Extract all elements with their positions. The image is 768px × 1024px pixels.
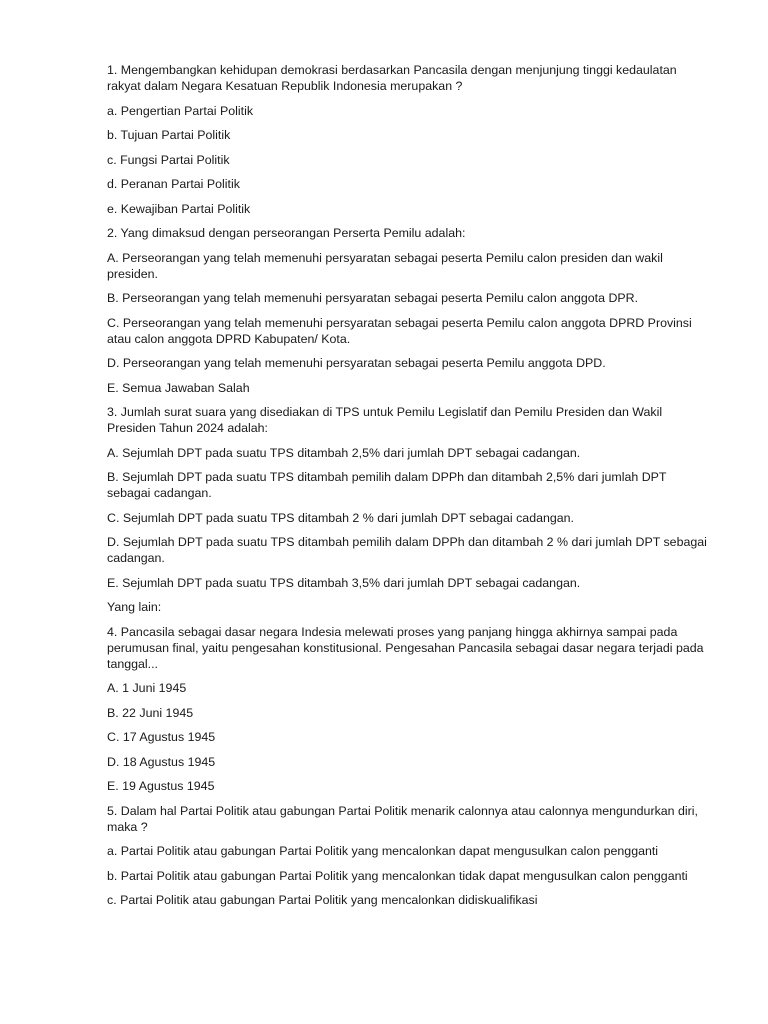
option-3e: E. Sejumlah DPT pada suatu TPS ditambah 3,5% dari jumlah DPT sebagai cadangan. (107, 575, 581, 590)
option-3d: D. Sejumlah DPT pada suatu TPS ditambah pemilih dalam DPPh dan ditambah 2 % dari jumlah DPT sebagai cadangan. (107, 535, 707, 565)
option-4d: D. 18 Agustus 1945 (107, 754, 216, 769)
option-4a: A. 1 Juni 1945 (107, 681, 187, 695)
option-1d: d. Peranan Partai Politik (107, 177, 240, 191)
option-4e: E. 19 Agustus 1945 (107, 779, 215, 793)
option-3b: B. Sejumlah DPT pada suatu TPS ditambah pemilih dalam DPPh dan ditambah 2,5% dari jumlah DPT sebagai cadangan. (107, 470, 667, 500)
option-1e: e. Kewajiban Partai Politik (107, 201, 251, 216)
option-1c: c. Fungsi Partai Politik (107, 152, 230, 167)
question-5: 5. Dalam hal Partai Politik atau gabungan Partai Politik menarik calonnya atau calonnya mengundurkan diri, maka ? (107, 803, 698, 834)
option-2b: B. Perseorangan yang telah memenuhi persyaratan sebagai peserta Pemilu calon anggota DPR. (107, 291, 639, 305)
option-5c: c. Partai Politik atau gabungan Partai Politik yang mencalonkan didiskualifikasi (107, 893, 538, 907)
option-3a: A. Sejumlah DPT pada suatu TPS ditambah 2,5% dari jumlah DPT sebagai cadangan. (107, 445, 581, 460)
option-2d: D. Perseorangan yang telah memenuhi persyaratan sebagai peserta Pemilu anggota DPD. (107, 356, 606, 370)
option-1a: a. Pengertian Partai Politik (107, 103, 254, 118)
question-3: 3. Jumlah surat suara yang disediakan di TPS untuk Pemilu Legislatif dan Pemilu Presiden dan Wakil Presiden Tahun 2024 adalah: (107, 405, 663, 435)
option-4c: C. 17 Agustus 1945 (107, 730, 216, 744)
question-1: 1. Mengembangkan kehidupan demokrasi berdasarkan Pancasila dengan menjunjung tinggi kedaulatan rakyat dalam Negara Kesatuan Republik Indonesia merupakan ? (107, 63, 677, 93)
document-body (107, 62, 707, 917)
option-5a: a. Partai Politik atau gabungan Partai Politik yang mencalonkan dapat mengusulkan calon pengganti (107, 844, 659, 858)
question-2: 2. Yang dimaksud dengan perseorangan Perserta Pemilu adalah: (107, 226, 466, 240)
option-2a: A. Perseorangan yang telah memenuhi persyaratan sebagai peserta Pemilu calon presiden dan wakil presiden. (107, 250, 663, 281)
option-5b: b. Partai Politik atau gabungan Partai Politik yang mencalonkan tidak dapat mengusulkan calon pengganti (107, 868, 688, 883)
option-4b: B. 22 Juni 1945 (107, 705, 194, 720)
option-2c: C. Perseorangan yang telah memenuhi persyaratan sebagai peserta Pemilu calon anggota DPRD Provinsi atau calon anggota DPRD Kabupaten/ Kota. (107, 315, 692, 346)
section-label-yang-lain: Yang lain: (107, 600, 162, 614)
question-4: 4. Pancasila sebagai dasar negara Indesia melewati proses yang panjang hingga akhirnya sampai pada perumusan final, yaitu pengesahan konstitusional. Pengesahan Pancasila sebagai dasar negara terjadi pada tanggal... (107, 624, 704, 671)
option-2e: E. Semua Jawaban Salah (107, 380, 250, 395)
option-3c: C. Sejumlah DPT pada suatu TPS ditambah 2 % dari jumlah DPT sebagai cadangan. (107, 510, 574, 525)
option-1b: b. Tujuan Partai Politik (107, 128, 231, 142)
